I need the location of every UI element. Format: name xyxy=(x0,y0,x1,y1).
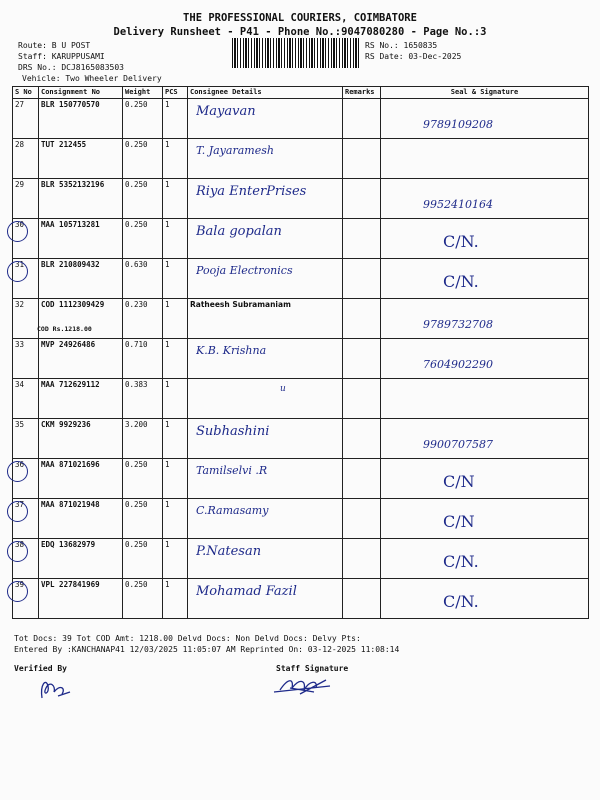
staff-signature-drawing xyxy=(270,672,340,698)
consignee-name: K.B. Krishna xyxy=(196,344,267,357)
consignment-id: MAA 712629112 xyxy=(41,380,100,389)
column-header: Remarks xyxy=(343,87,381,99)
consignment-id: MAA 871021696 xyxy=(41,460,100,469)
consignee-cell xyxy=(188,139,343,179)
rs-date: RS Date: 03-Dec-2025 xyxy=(365,52,462,61)
signature-text: 7604902290 xyxy=(423,358,493,371)
cod-note: COD Rs.1218.00 xyxy=(37,325,92,333)
weight-cell: 0.250 xyxy=(123,499,163,539)
serial-number: 34 xyxy=(13,379,39,419)
signature-text: C/N. xyxy=(443,272,479,291)
consignee-cell xyxy=(188,379,343,419)
pcs-cell: 1 xyxy=(163,259,188,299)
consignee-cell xyxy=(188,419,343,459)
signature-text: 9789109208 xyxy=(423,118,493,131)
consignment-number xyxy=(39,379,123,419)
verified-by-label: Verified By xyxy=(14,664,67,673)
serial-circle-mark xyxy=(7,581,28,602)
serial-number: 39 xyxy=(13,579,39,619)
serial-number: 28 xyxy=(13,139,39,179)
seal-signature-cell xyxy=(381,219,589,259)
seal-signature-cell xyxy=(381,299,589,339)
serial-number: 27 xyxy=(13,99,39,139)
pcs-cell: 1 xyxy=(163,539,188,579)
vehicle-info: Vehicle: Two Wheeler Delivery xyxy=(22,74,162,83)
consignment-id: EDQ 13682979 xyxy=(41,540,96,549)
weight-cell: 0.250 xyxy=(123,459,163,499)
weight-cell: 0.250 xyxy=(123,99,163,139)
consignee-cell xyxy=(188,339,343,379)
consignee-cell xyxy=(188,219,343,259)
serial-circle-mark xyxy=(7,221,28,242)
consignee-cell xyxy=(188,579,343,619)
consignment-id: VPL 227841969 xyxy=(41,580,100,589)
signature-text: 9789732708 xyxy=(423,318,493,331)
serial-number: 29 xyxy=(13,179,39,219)
seal-signature-cell xyxy=(381,179,589,219)
weight-cell: 0.250 xyxy=(123,219,163,259)
serial-number: 33 xyxy=(13,339,39,379)
company-title: THE PROFESSIONAL COURIERS, COIMBATORE xyxy=(183,12,417,24)
consignment-id: COD 1112309429 xyxy=(41,300,105,309)
seal-signature-cell xyxy=(381,579,589,619)
consignment-id: BLR 150770570 xyxy=(41,100,100,109)
serial-number: 30 xyxy=(13,219,39,259)
table-row xyxy=(13,539,589,579)
consignee-cell xyxy=(188,539,343,579)
weight-cell: 0.630 xyxy=(123,259,163,299)
seal-signature-cell xyxy=(381,139,589,179)
pcs-cell: 1 xyxy=(163,499,188,539)
seal-signature-cell xyxy=(381,419,589,459)
runsheet-title: Delivery Runsheet - P41 - Phone No.:9047080280 - Page No.:3 xyxy=(113,26,487,38)
table-row xyxy=(13,219,589,259)
barcode-image xyxy=(232,38,360,68)
consignment-id: MAA 105713281 xyxy=(41,220,100,229)
serial-number: 37 xyxy=(13,499,39,539)
consignee-name: Ratheesh Subramaniam xyxy=(190,300,291,309)
serial-number: 31 xyxy=(13,259,39,299)
signature-text: C/N. xyxy=(443,552,479,571)
staff-signature-label: Staff Signature xyxy=(276,664,349,673)
seal-signature-cell xyxy=(381,499,589,539)
consignment-number xyxy=(39,99,123,139)
remarks-cell xyxy=(343,179,381,219)
consignment-id: BLR 210809432 xyxy=(41,260,100,269)
consignee-name: P.Natesan xyxy=(196,544,262,559)
pcs-cell: 1 xyxy=(163,579,188,619)
consignment-number xyxy=(39,459,123,499)
table-header-row xyxy=(13,87,589,99)
drs-number: DRS No.: DCJ8165083503 xyxy=(18,63,124,72)
consignment-number xyxy=(39,339,123,379)
pcs-cell: 1 xyxy=(163,379,188,419)
seal-signature-cell xyxy=(381,539,589,579)
column-header: Weight xyxy=(123,87,163,99)
signature-text: 9900707587 xyxy=(423,438,493,451)
remarks-cell xyxy=(343,379,381,419)
consignment-number xyxy=(39,499,123,539)
totals-line: Tot Docs: 39 Tot COD Amt: 1218.00 Delvd Docs: Non Delvd Docs: Delvy Pts: xyxy=(14,634,361,643)
consignee-cell xyxy=(188,179,343,219)
consignee-cell xyxy=(188,99,343,139)
weight-cell: 0.383 xyxy=(123,379,163,419)
consignment-number xyxy=(39,419,123,459)
weight-cell: 0.230 xyxy=(123,299,163,339)
consignment-number xyxy=(39,219,123,259)
table-row xyxy=(13,499,589,539)
remarks-cell xyxy=(343,339,381,379)
consignment-id: BLR 5352132196 xyxy=(41,180,105,189)
seal-signature-cell xyxy=(381,459,589,499)
signature-text: 9952410164 xyxy=(423,198,493,211)
consignment-number xyxy=(39,179,123,219)
consignee-name: T. Jayaramesh xyxy=(196,144,274,157)
seal-signature-cell xyxy=(381,379,589,419)
serial-circle-mark xyxy=(7,261,28,282)
table-row xyxy=(13,339,589,379)
pcs-cell: 1 xyxy=(163,139,188,179)
route-info: Route: B U POST xyxy=(18,41,91,50)
table-row xyxy=(13,379,589,419)
pcs-cell: 1 xyxy=(163,419,188,459)
seal-signature-cell xyxy=(381,339,589,379)
table-row xyxy=(13,459,589,499)
consignment-id: MAA 871021948 xyxy=(41,500,100,509)
table-row xyxy=(13,579,589,619)
weight-cell: 0.250 xyxy=(123,539,163,579)
pcs-cell: 1 xyxy=(163,339,188,379)
remarks-cell xyxy=(343,259,381,299)
signature-text: C/N xyxy=(443,472,475,491)
consignment-number xyxy=(39,299,123,339)
pcs-cell: 1 xyxy=(163,459,188,499)
weight-cell: 0.250 xyxy=(123,139,163,179)
consignee-name: Mohamad Fazil xyxy=(196,584,297,599)
weight-cell: 0.250 xyxy=(123,579,163,619)
weight-cell: 3.200 xyxy=(123,419,163,459)
serial-number: 32 xyxy=(13,299,39,339)
remarks-cell xyxy=(343,219,381,259)
pcs-cell: 1 xyxy=(163,299,188,339)
weight-cell: 0.710 xyxy=(123,339,163,379)
consignment-number xyxy=(39,539,123,579)
remarks-cell xyxy=(343,459,381,499)
consignment-id: CKM 9929236 xyxy=(41,420,91,429)
consignee-cell xyxy=(188,259,343,299)
consignee-name: Pooja Electronics xyxy=(196,264,293,277)
consignee-cell xyxy=(188,299,343,339)
consignment-id: TUT 212455 xyxy=(41,140,87,149)
serial-number: 38 xyxy=(13,539,39,579)
table-row xyxy=(13,139,589,179)
consignment-number xyxy=(39,259,123,299)
runsheet-table xyxy=(12,86,589,619)
staff-info: Staff: KARUPPUSAMI xyxy=(18,52,105,61)
consignee-cell xyxy=(188,459,343,499)
entered-by-line: Entered By :KANCHANAP41 12/03/2025 11:05:07 AM Reprinted On: 03-12-2025 11:08:14 xyxy=(14,645,400,654)
seal-signature-cell xyxy=(381,99,589,139)
serial-circle-mark xyxy=(7,501,28,522)
consignee-name: u xyxy=(280,384,286,394)
pcs-cell: 1 xyxy=(163,219,188,259)
consignment-number xyxy=(39,579,123,619)
column-header: Consignment No xyxy=(39,87,123,99)
signature-text: C/N. xyxy=(443,232,479,251)
remarks-cell xyxy=(343,419,381,459)
column-header: S No xyxy=(13,87,39,99)
pcs-cell: 1 xyxy=(163,99,188,139)
rs-number: RS No.: 1650835 xyxy=(365,41,438,50)
signature-text: C/N. xyxy=(443,592,479,611)
consignee-name: Bala gopalan xyxy=(196,224,282,239)
consignment-id: MVP 24926486 xyxy=(41,340,96,349)
remarks-cell xyxy=(343,99,381,139)
table-row xyxy=(13,99,589,139)
serial-circle-mark xyxy=(7,541,28,562)
column-header: Consignee Details xyxy=(188,87,343,99)
verifier-signature xyxy=(36,674,76,702)
consignee-name: C.Ramasamy xyxy=(196,504,269,517)
column-header: PCS xyxy=(163,87,188,99)
consignee-cell xyxy=(188,499,343,539)
consignee-name: Tamilselvi .R xyxy=(196,464,268,477)
table-row xyxy=(13,299,589,339)
table-row xyxy=(13,419,589,459)
remarks-cell xyxy=(343,139,381,179)
remarks-cell xyxy=(343,499,381,539)
pcs-cell: 1 xyxy=(163,179,188,219)
remarks-cell xyxy=(343,539,381,579)
remarks-cell xyxy=(343,299,381,339)
table-row xyxy=(13,259,589,299)
consignee-name: Subhashini xyxy=(196,424,270,439)
weight-cell: 0.250 xyxy=(123,179,163,219)
serial-number: 36 xyxy=(13,459,39,499)
consignee-name: Mayavan xyxy=(196,104,256,119)
serial-number: 35 xyxy=(13,419,39,459)
signature-text: C/N xyxy=(443,512,475,531)
remarks-cell xyxy=(343,579,381,619)
consignee-name: Riya EnterPrises xyxy=(196,184,307,199)
table-row xyxy=(13,179,589,219)
column-header: Seal & Signature xyxy=(381,87,589,99)
consignment-number xyxy=(39,139,123,179)
seal-signature-cell xyxy=(381,259,589,299)
serial-circle-mark xyxy=(7,461,28,482)
